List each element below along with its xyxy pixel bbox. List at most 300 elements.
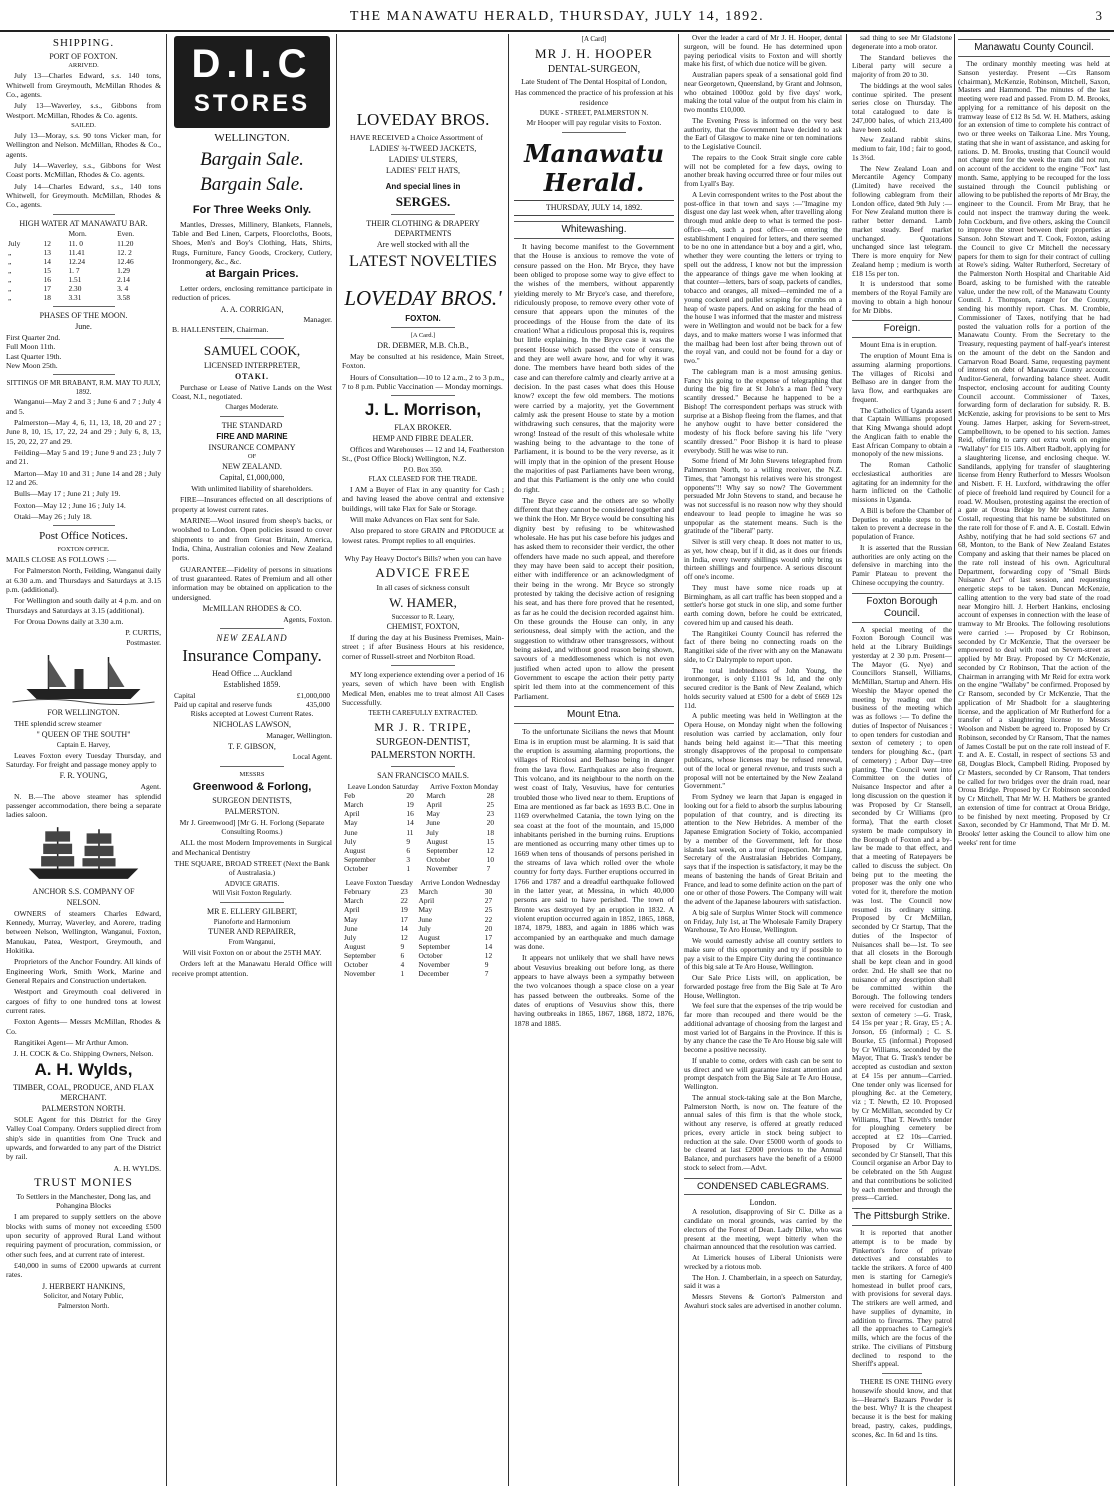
moon-line: Full Moon 11th. <box>6 342 56 352</box>
port-heading: PORT OF FOXTON. <box>49 51 118 61</box>
hw-cell: „ <box>8 293 12 303</box>
sf-cell: October <box>344 960 368 970</box>
greenwood-role: SURGEON DENTISTS, <box>212 796 292 806</box>
sf-cell: 10 <box>486 854 495 864</box>
hw-cell: 3.58 <box>117 293 130 303</box>
news-paragraph: If unable to come, orders with cash can be sent to us direct and we will guarantee instant attention and prompt despatch from the Big Sale at Te Aro House, Wellington. <box>684 1055 842 1091</box>
sf-col-head: Leave Foxton Tuesday <box>345 878 413 888</box>
foreign-paragraph: The Roman Catholic ecclesiastical authorities are agitating for an indemnity for the harm inflicted on the Catholic missions in Uganda. <box>852 460 952 504</box>
hw-cell: „ <box>8 247 12 257</box>
manager-name: A. A. CORRIGAN, <box>220 304 284 314</box>
greenwood-body: ALL the most Modern Improvements in Surgical and Mechanical Dentistry <box>172 838 332 857</box>
morrison-body: Will make Advances on Flax sent for Sale. <box>350 514 480 524</box>
nz-insurance-heading: NEW ZEALAND <box>216 633 288 644</box>
trust-signature-place: Palmerston North. <box>57 1301 110 1310</box>
strike-report: It is reported that another attempt is to be made by Pinkerton's force of private detectives and constables to tackle the strikers. A force of 400 men is starting for Carnegie's homestead in bullet proof cars, with provisions for several days. The strikers are well armed, and have supplies of dynamite, in addition to firearms. They patrol all the approaches to Carnegie's mills, which are the focus of the strike. The civilians of Pittsburg declined to respond to the Sheriff's appeal. <box>852 1228 952 1369</box>
london-heading: London. <box>749 1197 777 1207</box>
goods-list: Mantles, Dresses, Millinery, Blankets, Flannels, Table and Bed Linen, Carpets, Floorcloths, Boots, Shoes, Men's and Boy's Clothing, Hats, Shirts, Rugs, Furniture, Fancy Goods, Crockery, Cutlery, Ironmongery, &c., &c. <box>172 219 332 267</box>
loveday-received: HAVE RECEIVED a Choice Assortment of <box>350 132 483 142</box>
arrival-entry: July 13—Waverley, s.s., Gibbons from Westport. McMillan, Rhodes & Co. agents. <box>6 101 161 120</box>
sitting-entry: Marton—May 10 and 31 ; June 14 and 28 ; July 12 and 26. <box>6 468 161 488</box>
tripe-name: MR J. R. TRIPE, <box>374 719 472 734</box>
moon-line: June. <box>75 322 92 332</box>
sf-cell: 6 <box>400 950 405 960</box>
sf-cell: 7 <box>484 969 489 979</box>
hamer-intro: Why Pay Heavy Doctor's Bills? when you can have <box>344 553 502 563</box>
sitting-entry: Otaki—May 26 ; July 18. <box>14 512 92 522</box>
hw-cell: „ <box>8 274 12 284</box>
cable-paragraph: The New Zealand Loan and Mercantile Agency Company (Limited) have received the following cablegram from their London office, dated 9th July :—For New Zealand mutton there is rather better demand. Lamb market steady. Beef market unchanged. Quotations unchanged since last telegram. There is more enquiry for New Zealand hemp ; medium is worth £18 15s per ton. <box>852 163 952 278</box>
nz-text: NEW ZEALAND. <box>222 462 282 472</box>
sf-cell: July <box>426 827 439 837</box>
mail-entry: For Oroua Downs daily at 3.30 a.m. <box>14 616 124 626</box>
postmaster-role: Postmaster. <box>126 637 161 647</box>
whitewashing-heading: Whitewashing. <box>514 221 674 239</box>
column-rule <box>846 34 847 1486</box>
news-paragraph: Our Sale Price Lists will, on application, be forwarded postage free from the Big Sale at Te Aro House, Wellington. <box>684 973 842 1000</box>
news-paragraph: A public meeting was held in Wellington at the Opera House, on Monday night when the following resolution was carried by acclamation, only four hands being held against it:—"That this meeting strongly disapproves of the proposal to compensate publicans, whose licenses may be refused renewal, out of the local or general revenue, and trusts such a proposal will not be entertained by the New Zealand Government." <box>684 711 842 791</box>
special-lines: And special lines in <box>385 181 461 191</box>
departments-line: DEPARTMENTS <box>394 229 452 239</box>
column-county-council <box>958 34 1110 1486</box>
latest-novelties: LATEST NOVELTIES <box>349 253 497 271</box>
doctor-body: May be consulted at his residence, Main Street, Foxton. <box>342 352 504 371</box>
hw-cell: 18 <box>43 293 51 303</box>
hamer-name: W. HAMER, <box>389 594 457 610</box>
sf-cell: 3 <box>406 854 411 864</box>
news-paragraph: From Sydney we learn that Japan is engaged in looking out for a field to absorb the surplus labouring population of that country, and is directing its attention to the New Hebrides. A member of the Japanese Emigration Society of Tokio, accompanied by a member of the Government, left for those islands last week, on a tour of inspection. Mr Liang, Secretary of the Australasian Hebrides Company, says that if the inspection is satisfactory, it may be the means of bastening the hands of Great Britain and France, and lead to some definite action on the part of one or other of those Powers. The Company will wait the advent of the Japanese labourers with satisfaction. <box>684 792 842 906</box>
moon-line: Last Quarter 19th. <box>6 351 62 361</box>
morrison-offices: Offices and Warehouses — 12 and 14, Featherston St., (Post Office Block) Wellington, N.Z. <box>342 445 504 464</box>
sf-cell: 16 <box>406 809 414 819</box>
anchor-body: OWNERS of steamers Charles Edward, Kennedy, Murray, Waverley, and Aorere, trading between Nelson, Wellington, Wanganui, Foxton, Manukau, Patea, Westport, Greymouth, and Hokitika. <box>6 908 161 955</box>
bargain-prices: at Bargain Prices. <box>205 268 299 281</box>
cook-name: SAMUEL COOK, <box>203 343 301 359</box>
teeth-line: TEETH CAREFULLY EXTRACTED. <box>368 709 478 718</box>
divider <box>391 665 456 666</box>
sf-cell: April <box>426 800 442 810</box>
steamer-intro: THE splendid screw steamer <box>14 719 102 729</box>
hw-cell: 12.24 <box>68 256 86 266</box>
hamer-successor: Successor to R. Leary, <box>391 612 455 621</box>
mails-heading: MAILS CLOSE AS FOLLOWS :— <box>6 554 117 564</box>
divider <box>391 327 456 328</box>
borough-council-report: A special meeting of the Foxton Borough Council was held at the Library Buildings yesterday at 2 30 p.m. Present—The Mayor (G. Nye) and Councillors Stansell, Williams, McMillan, Startup and Ahern. His Worship the Mayor opened the meeting by reading out the business of the meeting which was as follows :— To define the duties of Inspector of Nuisances ; to open tenders for custodian and sexton of cemetery ; to open tenders for ploughing &c., (part of cemetery) ; Arbor Day—tree planting. The Council went into Committee on the duties of Nuisance Inspector and after a long discussion on the question it was Proposed by Cr Stansell, seconded by Cr Williams (pro forma), That the earth closet system be made compulsory in the Borough of Foxton and a by-law be made to that effect, and that a meeting of Ratepayers be called to discuss the subject. On being put to the meeting the proposer was the only one who voted for it, therefore the motion was lost. The Council now resumed its ordinary sitting. Proposed by Cr McMillan, seconded by Cr Startup, That the duties of the Inspector of Nuisances shall be—1st. To see that all closets in the Borough shall be kept clean and in good order. 2nd. He shall see that no nuisance of any description shall be committed within the Borough. The following tenders were received for custodian and sexton of cemetery :—G. Trask, £4 15s per year ; R. Gray, £5 ; A. Jonson, £6 (informal) ; C. S. Bourke, £5 (informal.) Proposed by Cr Williams, seconded by the Mayor, That G. Trask's tender be accepted as custodian and sexton at £4 15s per annum—Carried. One tender only was licensed for ploughing &c. at the Cemetery, viz ; T. Newth, £2 10. Proposed by Cr McMillan, seconded by Cr Williams, That T. Newth's tender for ploughing cemetery be accepted at £2 10s—Carried. Proposed by Cr Williams, seconded by Cr Stansell, That this Council organise an Arbor Day to be celebrated on the 5th August and that contributions be solicited by each member and through the press—Carried. <box>852 624 952 1203</box>
postmaster-name: P. CURTIS, <box>125 628 161 638</box>
sf-cell: 1 <box>406 864 411 873</box>
hamer-body: If during the day at his Business Premises, Main-street ; if after Business Hours at his residence, corner of Russell-street and Norbiton Road. <box>342 632 504 661</box>
wylds-place: PALMERSTON NORTH. <box>41 1104 126 1114</box>
steamer-schedule: Leaves Foxton every Tuesday Thursday, and Saturday. For freight and passage money apply to <box>6 750 161 770</box>
marine-body: MARINE—Wool insured from sheep's backs, or woolshed to London. Open policies issued to cover shipments to and from Great Britain, America, India, China, Australian colonies and New Zealand ports. <box>172 516 332 563</box>
hw-cell: 11. 0 <box>68 238 83 248</box>
hamer-consult: In all cases of sickness consult <box>376 583 470 593</box>
news-paragraph: A Levin correspondent writes to the Post about the post-office in that town and says :—"Imagine my disgust one day last week when, after travelling along through mud ankle deep to what is termed the post-office—oh, such a post office—on entering the establishment I enquired for letters, and there seemed to be no one in attendance but a boy and a girl, who, whether they were counting the letters or trying to spell out the address, I know not but the impression the appearance of things gave me when looking at that counter—letters, bars of soap, packets of candles, tobacco and oranges, all mixed—reminded me of a young cockerel and pullet scraping for crumbs on a heap of waste papers. And on asking for the head of the house I was informed that the master and mistress were in Wellington and would not be back for a few days, and to make matters worse I was informed that the mailbag had been lost after being thrown out of the royal van, and could not be found for a day or two." <box>684 189 842 365</box>
sitting-entry: Wanganui—May 2 and 3 ; June 6 and 7 ; July 4 and 5. <box>6 397 161 416</box>
agent-role: Agent. <box>140 782 161 792</box>
capital-label: Capital <box>174 690 196 700</box>
capital-text: Capital, £1,000,000, <box>219 473 285 483</box>
sitting-entry: Feilding—May 5 and 19 ; June 9 and 23 ; July 7 and 21. <box>6 448 161 467</box>
visit-foxton: Will Visit Foxton Regularly. <box>212 889 292 898</box>
foreign-paragraph: The eruption of Mount Etna is assuming alarming proportions. The villages of Ricolsi and Belhaso are in danger from the lava flow, and earthquakes are frequent. <box>852 351 952 404</box>
sf-cell: 28 <box>486 791 495 801</box>
divider <box>391 214 456 215</box>
standard-heading: THE STANDARD <box>221 420 283 430</box>
steamer-icon <box>6 647 161 705</box>
column-shipping <box>6 34 161 1486</box>
column-rule <box>336 34 337 1486</box>
hw-cell: 1.29 <box>117 265 130 275</box>
divider <box>391 549 456 550</box>
hooper-credentials: Late Student of The Dental Hospital of London, <box>521 76 667 86</box>
arrived-heading: ARRIVED. <box>68 62 99 70</box>
sf-cell: 30 <box>484 887 493 897</box>
column-editorial <box>514 34 674 1486</box>
news-paragraph: They must have some nice roads up at Birmingham, as all cart traffic has been stopped and a settler's horse got stuck in one slip, and some further earth coming down, before he could be extricated, covered him up and caused his death. <box>684 582 842 627</box>
column-local-news <box>684 34 842 1486</box>
news-paragraph: A big sale of Surplus Winter Stock will commence on Friday, July 1st, at The Wholesale Family Drapery Warehouse, Te Aro House, Wellington. <box>684 907 842 935</box>
hw-cell: 3. 4 <box>117 284 129 294</box>
divider <box>220 628 284 629</box>
tripe-body: MY long experience extending over a period of 16 years, seven of which have been with English Medical Men, enables me to treat almost All Cases Successfully. <box>342 669 504 707</box>
sitting-entry: Bulls—May 17 ; June 21 ; July 19. <box>14 489 121 499</box>
sailed-heading: SAILED. <box>71 121 96 129</box>
divider <box>391 395 456 396</box>
etna-paragraph: It appears not unlikely that we shall have news about Vesuvius breaking out before long, as there appears to have always been a sympathy between the two volcanoes though a space close on a year has passed between the outbreaks. Some of the dates of eruptions of Vesuvius show this, there having outbreaks in 1865, 1867, 1868, 1872, 1876, 1878 and 1885. <box>514 953 674 1028</box>
sf-mails-table-2 <box>342 878 504 978</box>
divider <box>220 902 284 903</box>
arrival-entry: July 13—Charles Edward, s.s. 140 tons, Whitwell from Greymouth, McMillan Rhodes & Co., agents. <box>6 71 161 99</box>
sf-cell: 25 <box>486 800 495 810</box>
sf-cell: June <box>344 923 358 933</box>
sf-cell: 17 <box>484 932 493 942</box>
county-council-heading: Manawatu County Council. <box>958 39 1110 57</box>
steamer-name: " QUEEN OF THE SOUTH" <box>36 730 131 740</box>
gilbert-orders: Orders left at the Manawatu Herald Office will receive prompt attention. <box>172 959 332 978</box>
sailing-entry: July 13—Moray, s.s. 90 tons Vicker man, for Wellington and Nelson. McMillan, Rhodes & Co., agents. <box>6 130 161 159</box>
hw-cell: 1.51 <box>68 274 82 284</box>
column-cables-council <box>852 34 952 1486</box>
sailing-entry: July 14—Charles Edward, s.s., 140 tons Whitwell, for Greymouth. McMillan, Rhodes & Co., agents. <box>6 181 161 210</box>
foxton-borough-council-heading: Foxton Borough Council. <box>852 593 952 623</box>
sf-cell: April <box>418 896 435 906</box>
sf-cell: 9 <box>400 941 405 951</box>
greenwood-address: THE SQUARE, BROAD STREET (Next the Bank of Australasia.) <box>174 859 330 878</box>
manager-role: Manager. <box>303 315 332 325</box>
masthead <box>0 6 1114 32</box>
sf-cell: July <box>418 923 431 933</box>
anchor-agents: Foxton Agents— Messrs McMillan, Rhodes & Co. <box>6 1017 161 1036</box>
news-paragraph: The cablegram man is a most amusing genius. Fancy his going to the expense of telegraphing that during the big fire at St John's a man fled "very scantily dressed." Because he happened to be a Bishop! The correspondent perhaps was struck with surprise at a Bishop fleeing from the flames, and that he anyhow ought to have better considered the modesty of his flock before saving his life "very scantily dressed." Poor Bishop it is hard to please everybody. Still he was wise to run. <box>684 366 842 455</box>
page-title: THE MANAWATU HERALD, THURSDAY, JULY 14, 1892. <box>349 9 765 24</box>
hw-cell: 12. 2 <box>117 247 132 257</box>
sf-cell: 14 <box>484 941 493 951</box>
clothing-line: THEIR CLOTHING & DRAPERY <box>366 218 480 228</box>
card-label: [A Card] <box>581 35 607 43</box>
news-paragraph: The repairs to the Cook Strait single core cable will not be completed for a few days, owing to another break having occurred three or four miles out from Lyall's Bay. <box>684 152 842 188</box>
sf-cell: 15 <box>486 836 495 846</box>
sf-cell: 14 <box>400 923 408 933</box>
hw-cell: „ <box>8 256 12 266</box>
news-paragraph: Australian papers speak of a sensational gold find near Georgetown, Queensland, by Grant and Johnson, who obtained 1000oz gold by five days' work, making the total value of the output from his claim in two months £10,000. <box>684 70 842 114</box>
sf-cell: 27 <box>484 896 493 906</box>
hw-head <box>6 229 42 238</box>
sf-cell: September <box>344 854 376 864</box>
trust-signature-role: Solicitor, and Notary Public, <box>43 1292 124 1301</box>
anchor-body: Westport and Greymouth coal delivered in cargoes of fifty to one hundred tons at lowest current rates. <box>6 987 161 1015</box>
newspaper-flag: Manawatu Herald. <box>524 138 664 198</box>
letter-orders: Letter orders, enclosing remittance participate in reduction of prices. <box>172 283 332 303</box>
cook-role: LICENSED INTERPRETER, <box>204 361 300 371</box>
sf-cell: 12 <box>400 932 408 942</box>
sf-cell: March <box>426 791 446 801</box>
gilbert-trade: Pianoforte and Harmonium <box>213 917 291 926</box>
gilbert-role: TUNER AND REPAIRER, <box>208 927 296 937</box>
sf-cell: 12 <box>486 845 495 855</box>
hw-cell: „ <box>8 265 12 275</box>
wylds-trade: TIMBER, COAL, PRODUCE, AND FLAX MERCHANT. <box>12 1083 155 1103</box>
sf-mails-heading: SAN FRANCISCO MAILS. <box>377 771 469 781</box>
hw-cell: 2.30 <box>68 284 82 294</box>
stock-sales-advt: Messrs Stevens & Gorton's Palmerston and Awahuri stock sales are advertised in another column. <box>684 1292 842 1310</box>
sittings-heading: SITTINGS OF MR BRABANT, R.M. MAY TO JULY, 1892. <box>6 379 161 396</box>
post-office-heading: Post Office Notices. <box>39 530 128 543</box>
loveday-line: LADIES' ULSTERS, <box>388 155 458 165</box>
sf-cell: 9 <box>484 960 489 970</box>
cook-place: OTAKI. <box>234 371 270 381</box>
editorial-paragraph: It having become manifest to the Government that the House is anxious to remove the vote of censure passed on the Hon. Mr Bryce, they have been obliged to propose some way to give effect to the wishes of the members, without apparently yielding merely to Mr Bryce's case, and therefore, ridiculously propose, to remove every other vote of censure that appears upon the minutes of the proceedings of the House from the date of its creation! What a ridiculous proposal this is, requires but little explaining. In the Bryce case it was the present House which passed the vote of censure, and they are well aware how, and for why it was done. The members have heard both sides of the case and can therefore calmly and clearly arrive at a decision. In the past cases what does this House know? except the few old members. The motions were carried by a majority, yet the Government calmly ask the present House to state by a motion withdrawing such censures, that the majority were wrong! Instead of the result of this wholesale white washing being to the advantage to the tone of Parliament, it is bound to be the very reverse, as it will imply that in the opinion of the present House the majorities of past Parliaments have been wrong, and that this Parliament is the only one who could do right. <box>514 241 674 494</box>
morrison-pobox: P.O. Box 350. <box>403 465 443 474</box>
sf-cell: 7 <box>486 864 491 873</box>
gibson-role: Local Agent. <box>292 752 332 762</box>
county-council-report: The ordinary monthly meeting was held at Sanson yesterday. Present —Crs Ransom (chairman), McKenzie, Robinson, Mitchell, Saxon, Masters and Hammond. The minutes of the last meeting were read and passed. From D. M. Brooks, applying for a remittance of his deposit on the tramway lease of £12 8s 5d. W. H. Mathers, asking for an extension of time to complete his contract of two or three weeks on Taikoraa Line. Mrs Young, stating that she in want of assistance, and asking for rations. D. M. Brooks, trusting that Council would not charge rent for the week the tram did not run, on account of the accident to the engine "Fox" last month. Same, applying to be recouped for the loss sustained through the Council publishing or allowing to be published the reports of Mr Bray, the engineer to the Council. From Mr Bray, that he could not inspect the tramway during the week. John Cockburn, and five others, asking the Council to improve the street between their properties at Sanson. John Stewart and T. Cook, Foxton, asking the Council to give Cr Mitchell the necessary papers for them to sign for their contract of culling at Rowe's siding. Walter Rutherford, Secretary of the Palmerston North Hospital and Charitable Aid Board, asking to be furnished with the rateable value, under the new roll, of the Manawatu County Council. J. Thompson, ranger for the County, sending his monthly report. Chas. M. Crombie, Commissioner of Taxes, notifying that he had posted the valuation rolls for a portion of the Manawatu County. From the Secretary to the Treasury, requesting payment of half-year's interest on the amount of the debt on the Sandon and Carnarvon Road Board. Same, requesting payment of interest on debt of Manawatu County account. Auditor-General, forwarding balance sheet. Audit Inspector, enclosing account for auditing County Council account. Commissioner of Taxes, forwarding form of declaration for subsidy. R. B. McKenzie, asking for provisions to be sent to Mrs Young. James Harper, asking for Severn-street, Campbelltown, to be opened to his section. James Reid, offering to carry out extra work on engine "Wallaby" for £15 10s. Albert Radbolt, applying for a slaughtering license, and enclosing cheque. W. Sandilands, applying for transfer of slaughtering license from Henry Rutherford to Messrs Woolson and Nisbett. F. H. Luxford, withdrawing the offer of piece of freehold land required by Council for a road. W. Moulsen, protesting against the erection of a gate at Oroua Bridge by Mr Moldon. James Costall, requesting that his name be substituted on the rate roll for those of F. and A. E. Costall. Edwin Ashby, notifying that he had sold sections 67 and 68, Monton, to the Bank of New Zealand Estates Company and asking that their names be placed on the rate roll instead of his own. Agricultural Department, forwarding copy of "Small Birds Nuisance Act" of last session, and requesting energetic steps to be taken. Duncan McKenzie, calling attention to the very bad state of the road near Mongiro hill. J. Herbert Hankins, enclosing account of expenses in connection with the lease of tramway to Mr Brooks. The following resolutions were carried :— Proposed by Cr Robinson, seconded by Cr McKenzie, That the overseer be empowered to deal with road on Severn-street as applied by Mr Bray. Proposed by Cr McKenzie, seconded by Cr Robinson, That the action of the Chairman in arranging with Mr Reid for extra work on the engine "Wallaby" be confirmed. Proposed by Cr Ransom, seconded by Cr McKenzie, That the application of Mr Shadbolt for a slaughtering license, and the application of Mr Rutherford for a transfer of a slaughtering license to Messrs Woolson and Nisbett be agreed to. Proposed by Cr Robinson, seconded by Cr Ransom, That the names of James Costall be put on the rate roll instead of F. T. and A. E. Costall, in respect of sections 53 and 68, Douglas Block, Campbell Riding. Proposed by Cr Masters, seconded by Cr Ransom, That tenders be called for two bridges over the drain road, near Oroua Bridge. Proposed by Cr Robinson seconded by Cr Mitchell, That Mr W. H. Mathers be granted an extension of time for contract at Oroua Bridge, to be finished by next meeting. Proposed by Cr Saxon, seconded by Cr Hammond, That Mr D. M. Brooks' letter asking the Council to allow him one weeks' rent for time <box>958 59 1110 847</box>
mcmillan-role: Agents, Foxton. <box>283 614 332 624</box>
cook-charges: Charges Moderate. <box>225 403 279 412</box>
hw-head: Even. <box>117 229 135 239</box>
hw-cell: 12.46 <box>117 256 134 266</box>
sf-cell: May <box>418 905 433 915</box>
sitting-entry: Foxton—May 12 ; June 16 ; July 14. <box>14 500 126 510</box>
etna-paragraph: To the unfortunate Sicilians the news that Mount Etna is in eruption must be alarming. It is said that the eruption is assuming alarming proportions, the villages of Ricolosi and Belhaso being in danger from the lava flow. Earthquakes are also frequent. This volcano, and its neighbour to the north on the west coast of Italy, Vesuvius, have for centuries troubled those who lived near to them. Eruptions of Etna are mentioned as far back as 1693 B.C. One in 1169 overwhelmed Catania, the town lying on the sea coast at the foot of the mountain, and 15,000 inhabitants perished in the burning ruins. Eruptions are mentioned as occurring many other times up to 1669 when tens of thousands of persons perished in the streams of lava which rolled over the whole country for forty days. Further eruptions occurred in 1766 and 1787 and a dreadful earthquake followed in the latter year, at Messina, in which 40,000 persons are said to have perished. The town of Bronte was destroyed by an eruption in 1832. A violent eruption occurred again in 1852, 1865, 1868, 1874, 1879, 1883, and again in 1886 which was accompanied by an earthquake and much damage was done. <box>514 727 674 951</box>
sf-cell: 25 <box>484 905 493 915</box>
dic-town: WELLINGTON. <box>214 132 290 144</box>
sf-cell: 4 <box>400 960 405 970</box>
morrison-trade: FLAX BROKER. <box>394 423 452 433</box>
morrison-name: J. L. Morrison, <box>364 400 482 420</box>
capital-value: £1,000,000 <box>296 690 330 700</box>
dic-stores-logo: D.I.C STORES <box>174 36 330 128</box>
sf-mails-table-1 <box>342 782 504 873</box>
loveday-line: LADIES' FELT HATS, <box>385 165 461 175</box>
wylds-name: A. H. Wylds, <box>34 1060 133 1080</box>
sf-cell: 20 <box>484 923 493 933</box>
high-water-table <box>6 229 161 302</box>
editorial-paragraph: The Bryce case and the others are so wholly different that they cannot be considered together and we think the Hon. Mr Bryce would be consulting his dignity best by refusing to be whitewashed wholesale. He has put his case before his judges and has asked them to reconsider their verdict, the other offenders have made no such appeal, and therefore they may have been said to accept their position, either with indifference or an acknowledgment of their being in the wrong. Mr Bryce so strongly protested by taking the decisive action of resigning his seat, and has there fore proved that he resented, as far as he could the decision recorded against him. On these grounds the House can only, in any seriousness, deal simply with the action, and the suggestion to withdraw other transgressors, without being asked, and without good reason being shown, savours of a meddlesomeness which is not even justified when acted upon to allow the present Government to escape the action their petty party spirit led them into at the commencement of this Parliament. <box>514 495 674 701</box>
sf-cell: 18 <box>486 827 495 837</box>
cable-paragraph: New Zealand rabbit skins, medium to fair, 10d ; fair to good, 1s 3½d. <box>852 135 952 162</box>
sf-col-head: Arrive Foxton Monday <box>429 782 499 792</box>
column-loveday <box>342 34 504 1486</box>
hw-cell: 11.41 <box>68 247 85 257</box>
anchor-agent: Rangitikei Agent— Mr Arthur Amon. <box>14 1037 129 1047</box>
sf-cell: November <box>344 969 376 979</box>
condensed-cablegrams-heading: CONDENSED CABLEGRAMS. <box>684 1178 842 1195</box>
sailing-ship-icon <box>6 822 161 884</box>
sf-cell: 9 <box>406 836 411 846</box>
sf-cell: August <box>344 845 366 855</box>
sf-cell: March <box>418 887 438 897</box>
trust-signature: J. HERBERT HANKINS, <box>42 1281 125 1291</box>
gibson-name: T. F. GIBSON, <box>228 741 276 751</box>
sf-cell: 23 <box>486 809 495 819</box>
news-paragraph: The annual stock-taking sale at the Bon Marche, Palmerston North, is now on. The feature of the annual sales of this firm is that the whole stock, without any reserve, is offered at greatly reduced prices, every article in stock being subject to reduction at the sale. Over £5000 worth of goods to be cleared at last £2000 previous to the Annual Balance, and purchasers have the benefit of a £6000 stock to select from.—Advt. <box>684 1092 842 1172</box>
foreign-heading: Foreign. <box>852 320 952 338</box>
hw-cell: 15 <box>43 265 51 275</box>
hw-cell: „ <box>8 284 12 294</box>
divider <box>220 338 284 339</box>
sf-cell: September <box>426 845 458 855</box>
paid-label: Paid up capital and reserve funds <box>174 699 272 709</box>
hooper-practice: Has commenced the practice of his profession at his residence <box>514 88 674 107</box>
nz-insurance-title: Insurance Company. <box>182 646 322 666</box>
cable-paragraph: A resolution, disapproving of Sir C. Dilke as a candidate on moral grounds, was carried by the electors of the Forest of Dean. Lady Dilke, who was present at the meeting, wept bitterly when the chairman announced that the resolution was carried. <box>684 1207 842 1252</box>
divider <box>562 132 626 133</box>
three-weeks: For Three Weeks Only. <box>192 204 312 217</box>
morrison-body: Also prepared to store GRAIN and PRODUCE at lowest rates. Prompt replies to all enquiries. <box>342 526 504 545</box>
sf-cell: 17 <box>400 914 408 924</box>
high-water-heading: HIGH WATER AT MANAWATU BAR. <box>19 218 148 228</box>
cable-paragraph: The Standard believes the Liberal party will secure a majority of from 20 to 30. <box>852 52 952 79</box>
doctor-name: DR. DEBMER, M.B. Ch.B., <box>377 341 469 351</box>
loveday-place: FOXTON. <box>405 313 441 323</box>
of-text: OF <box>247 453 257 461</box>
advice-free: ADVICE FREE <box>375 565 471 581</box>
sf-cell: August <box>344 941 366 951</box>
hw-head: Morn. <box>68 229 87 239</box>
chairman-name: B. HALLENSTEIN, Chairman. <box>172 324 269 334</box>
anchor-place: NELSON. <box>66 897 101 907</box>
foreign-paragraph: The Catholics of Uganda assert that Captain Williams proposed that King Mwanga should adopt the Anglican faith to enable the East African Company to obtain a monopoly of the new missions. <box>852 405 952 459</box>
news-paragraph: Silver is still very cheap. It does not matter to us, as yet, how cheap, but if it did, as it does our friends in India, every twenty shillings would only bring us thirteen shillings and fourpence. A serious discount off one's income. <box>684 537 842 581</box>
mail-entry: For Wellington and south daily at 4 p.m. and on Thursdays and Saturdays at 3.15 (additional). <box>6 596 161 615</box>
greenwood-name: Greenwood & Forlong, <box>192 780 312 793</box>
divider <box>220 416 284 417</box>
anchor-owner: J. H. COCK & Co. Shipping Owners, Nelson. <box>13 1049 154 1059</box>
sf-cell: March <box>344 800 364 810</box>
divider <box>53 306 115 307</box>
lawson-name: NICHOLAS LAWSON, <box>212 720 292 730</box>
tripe-place: PALMERSTON NORTH. <box>370 749 476 761</box>
for-wellington-heading: FOR WELLINGTON. <box>47 708 120 718</box>
lawson-role: Manager, Wellington. <box>266 731 332 741</box>
hooper-visits: Mr Hooper will pay regular visits to Foxton. <box>526 118 662 128</box>
hw-cell: 13 <box>43 247 51 257</box>
hw-cell: 14 <box>43 256 51 266</box>
divider <box>882 1373 922 1374</box>
moon-line: First Quarter 2nd. <box>6 332 61 342</box>
agent-name: F. R. YOUNG, <box>59 771 108 781</box>
risks-text: Risks accepted at Lowest Current Rates. <box>190 709 314 719</box>
loveday-heading: LOVEDAY BROS. <box>356 110 490 129</box>
trust-body: £40,000 in sums of £2000 upwards at current rates. <box>6 1260 161 1280</box>
hw-cell: 17 <box>43 284 51 294</box>
shipping-heading: SHIPPING. <box>52 37 115 49</box>
sitting-entry: Palmerston—May 4, 6, 11, 13, 18, 20 and 27 ; June 8, 10, 15, 17, 22, 24 and 29 ; July 6, 8, 13, 15, 20, 22, 27 and 29. <box>6 418 161 446</box>
messrs-text: MESSRS <box>239 770 265 778</box>
sf-cell: April <box>344 905 360 915</box>
divider <box>53 214 115 215</box>
greenwood-partners: Mr J. Greenwood] [Mr G. H. Forlong (Separate Consulting Rooms.) <box>179 817 325 837</box>
hw-cell: July <box>8 238 21 248</box>
divider <box>53 525 115 526</box>
sf-col-head: Leave London Saturday <box>347 782 419 792</box>
wylds-signature: A. H. WYLDS. <box>113 1163 161 1173</box>
hw-cell: 3.31 <box>68 293 82 303</box>
sf-cell: 20 <box>406 791 414 801</box>
news-paragraph: The Rangitikei County Council has referred the fact of there being no connecting roads on the Rangitikei side of the river with any on the Manawatu side, to Cr Dalrymple to report upon. <box>684 628 842 664</box>
steamer-note: N. B.—The above steamer has splendid passenger accommodation, there being a separate ladies saloon. <box>6 791 161 820</box>
hamer-role: CHEMIST, FOXTON, <box>386 622 460 632</box>
column-rule <box>954 34 955 1486</box>
sf-cell: December <box>418 969 449 979</box>
gilbert-visit: Will visit Foxton on or about the 25TH MAY. <box>182 947 322 957</box>
column-rule <box>166 34 167 1486</box>
trust-body: I am prepared to supply settlers on the above blocks with sums of money not exceeding £500 upon security of approved Rural Land without requiring payment of procuration, commission, or other such fees, and at current rate of interest. <box>6 1212 161 1259</box>
sf-cell: 22 <box>400 896 408 906</box>
insurance-co: INSURANCE COMPANY <box>208 442 296 452</box>
sf-cell: August <box>418 932 440 942</box>
mail-entry: For Palmerston North, Feilding, Wanganui daily at 6.30 a.m. and Thursdays and Saturdays at 3.15 p.m. (additional). <box>6 566 161 594</box>
sf-cell: May <box>344 914 358 924</box>
hw-head <box>42 229 67 238</box>
sf-cell: 1 <box>400 969 405 979</box>
hw-cell: 1. 7 <box>68 265 80 275</box>
page-number: 3 <box>1095 8 1102 23</box>
sf-cell: September <box>418 941 451 951</box>
news-paragraph: The Evening Press is informed on the very best authority, that the Government have decided to ask the Earl of Glasgow to make nine or ten nominations to the Legislative Council. <box>684 115 842 151</box>
liability-text: With unlimited liability of shareholders. <box>191 484 313 494</box>
hw-cell: 16 <box>43 274 51 284</box>
sf-cell: November <box>426 864 458 873</box>
cable-paragraph: The biddings at the wool sales continue spirited. The present series close on Thursday. The total catalogued to date is 247,000 bales, of which 213,400 have been sold. <box>852 80 952 134</box>
cable-paragraph: At Limerick houses of Liberal Unionists were wrecked by a riotous mob. <box>684 1253 842 1271</box>
sailing-entry: July 14—Waverley, s.s., Gibbons for West Coast ports. McMillan, Rhodes & Co. agents. <box>6 160 161 180</box>
capital-table <box>172 691 332 709</box>
greenwood-place: PALMERSTON. <box>224 806 280 816</box>
news-paragraph: Over the leader a card of Mr J. H. Hooper, dental surgeon, will be found. He has determined upon paying periodical visits to Foxton and will shortly make his first, of which due notice will be given. <box>684 34 842 69</box>
foreign-paragraph: A Bill is before the Chamber of Deputies to enable steps to be taken to prevent a decrease in the population of France. <box>852 505 952 541</box>
serges: SERGES. <box>395 193 451 209</box>
sf-cell: March <box>344 896 364 906</box>
morrison-cleaned: FLAX CLEASED FOR THE TRADE. <box>368 475 478 484</box>
sf-cell: October <box>426 854 451 864</box>
column-rule <box>508 34 509 1486</box>
loveday-heading-2: LOVEDAY BROS.' <box>344 285 502 310</box>
post-office-sub: FOXTON OFFICE. <box>57 545 110 553</box>
trust-heading: TRUST MONIES <box>34 1174 133 1189</box>
hw-cell: 12 <box>43 238 51 248</box>
sf-cell: 20 <box>486 818 495 828</box>
sf-cell: July <box>344 932 357 942</box>
moon-line: New Moon 25th. <box>6 360 58 370</box>
column-rule <box>678 34 679 1486</box>
sf-col-head: Arrive London Wednesday <box>420 878 501 888</box>
issue-date: THURSDAY, JULY 14, 1892. <box>514 200 674 216</box>
news-paragraph: The total indebtedness of John Young, the ironmonger, is only £1101 9s 1d, and the only secured creditor is the Bank of New Zealand, which holds security valued at £500 for a debt of £669 12s 11d. <box>684 665 842 710</box>
cable-paragraph: It is understood that some members of the Royal Family are moving to obtain a high honour for Mr Dibbs. <box>852 279 952 315</box>
fire-marine-heading: FIRE AND MARINE <box>216 431 288 441</box>
